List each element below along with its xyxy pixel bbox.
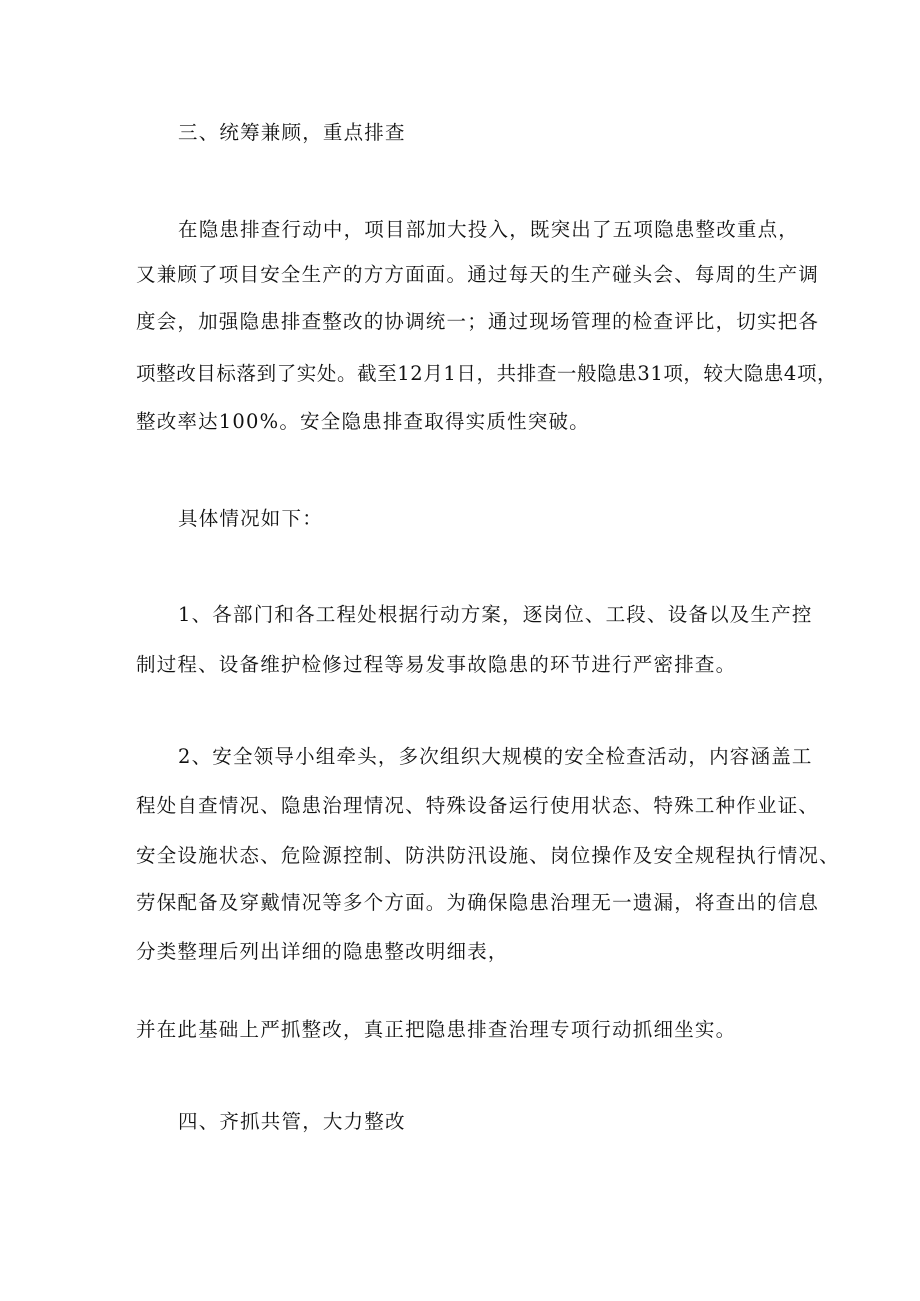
section-3-heading: 三、统筹兼顾，重点排查 — [178, 121, 406, 144]
paragraph-1-line-1: 在隐患排查行动中，项目部加大投入，既突出了五项隐患整改重点， — [178, 218, 800, 241]
paragraph-1-line-3: 度会，加强隐患排查整改的协调统一；通过现场管理的检查评比，切实把各 — [136, 310, 820, 333]
item-2-line-5: 分类整理后列出详细的隐患整改明细表， — [136, 940, 509, 963]
details-intro: 具体情况如下： — [178, 507, 323, 530]
item-2-line-3: 安全设施状态、危险源控制、防洪防汛设施、岗位操作及安全规程执行情况、 — [136, 844, 840, 867]
paragraph-1-line-2: 又兼顾了项目安全生产的方方面面。通过每天的生产碰头会、每周的生产调 — [136, 263, 820, 286]
item-2-line-1: 2、安全领导小组牵头，多次组织大规模的安全检查活动，内容涵盖工 — [178, 745, 813, 768]
closing-line: 并在此基础上严抓整改，真正把隐患排查治理专项行动抓细坐实。 — [136, 1018, 737, 1041]
item-1-line-1: 1、各部门和各工程处根据行动方案，逐岗位、工段、设备以及生产控 — [178, 603, 813, 626]
section-4-heading: 四、齐抓共管，大力整改 — [178, 1110, 406, 1133]
item-2-line-4: 劳保配备及穿戴情况等多个方面。为确保隐患治理无一遗漏，将查出的信息 — [136, 891, 820, 914]
paragraph-1-line-4: 项整改目标落到了实处。截至12月1日，共排查一般隐患31项，较大隐患4项， — [136, 362, 838, 385]
item-1-line-2: 制过程、设备维护检修过程等易发事故隐患的环节进行严密排查。 — [136, 653, 737, 676]
item-2-line-2: 程处自查情况、隐患治理情况、特殊设备运行使用状态、特殊工种作业证、 — [136, 794, 820, 817]
paragraph-1-line-5: 整改率达100%。安全隐患排查取得实质性突破。 — [136, 410, 590, 433]
